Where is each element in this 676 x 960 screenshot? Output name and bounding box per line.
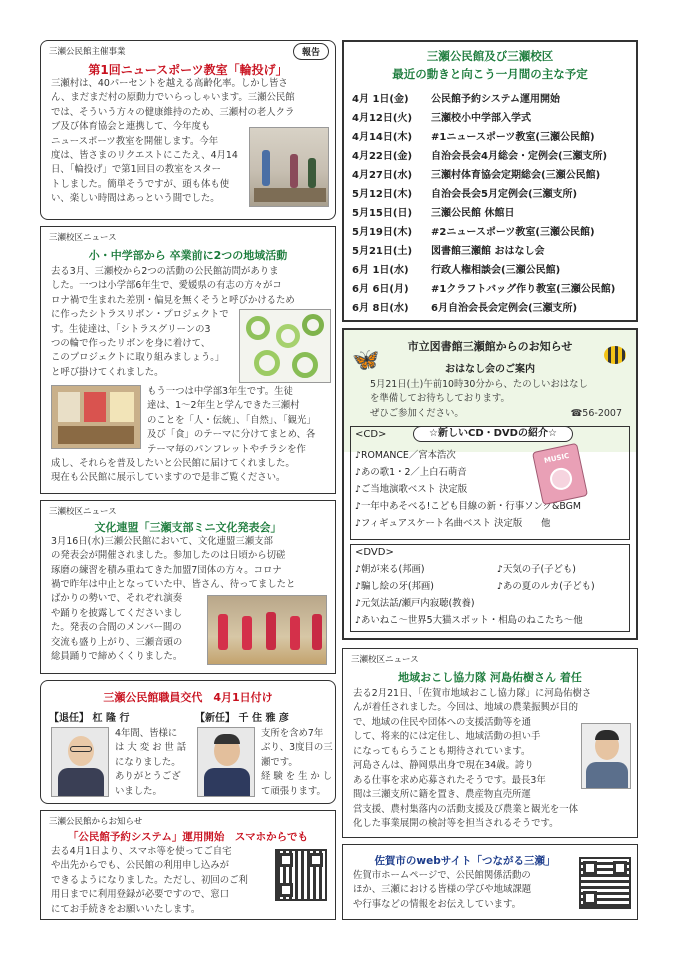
cd-dvd-banner: ☆新しいCD・DVDの紹介☆ <box>413 426 573 442</box>
schedule-date: 4月12日(火) <box>352 113 413 124</box>
library-body: 5月21日(土)午前10時30分から、たのしいおはなし を準備してお待ちしております。 ぜひご参加ください。 <box>370 379 588 419</box>
cd-label: <CD> <box>355 429 387 440</box>
reserve-body: 去る4月1日より、スマホ等を使ってご自宅 や出先からでも、公民館の利用申し込みが できるようになりました。ただし、初回のご利 用日までに利用登録が必要ですので、窓口 にてお手続きをお願いいたします。 <box>51 846 248 915</box>
schedule-event: 自治会長会4月総会・定例会(三瀬支所) <box>431 151 608 162</box>
library-subtitle: おはなし会のご案内 <box>445 364 535 375</box>
web-title: 佐賀市のwebサイト「つながる三瀬」 <box>374 855 556 867</box>
schedule-item <box>352 204 514 219</box>
schedule-event: #1クラフトバッグ作り教室(三瀬公民館) <box>431 284 616 295</box>
cd-item: ♪ご当地演歌ベスト 決定版 <box>355 484 468 495</box>
schedule-title-1: 三瀬公民館及び三瀬校区 <box>426 49 554 63</box>
reserve-title: 「公民館予約システム」運用開始 スマホからでも <box>67 831 309 843</box>
kawashima-portrait <box>581 723 631 789</box>
retire-portrait <box>51 727 109 797</box>
cd-item: ♪フィギュアスケート名曲ベスト 決定版 他 <box>355 518 551 529</box>
school-body-top: 去る3月、三瀬校から2つの活動の公民館訪問がありま した。一つは小学部6年生で、愛媛県の有志の方々がコ ロナ禍で生まれた差別・偏見を無くそうと呼びかけるため に作ったシトラスリボン・プロジェクトで す。生徒達は、「シトラスグリーンの3 つの輪で作ったリボンを身に着けて、 このプロジェクトに取り組みましょう。」 と呼び掛けてくれました。 <box>51 266 295 378</box>
dvd-label: <DVD> <box>355 547 394 558</box>
culture-body-top: 3月16日(水)三瀬公民館において、文化連盟三瀬支部 の発表会が開催されました。参加したのは日頃から切磋 琢磨の練習を積み重ねてきた加盟7団体の方々。コロナ <box>51 536 286 576</box>
schedule-date: 6月 1日(水) <box>352 265 409 276</box>
dance-photo <box>207 595 327 665</box>
sports-title: 第1回ニュースポーツ教室「輪投げ」 <box>88 63 288 77</box>
schedule-event: 三瀬村体育協会定期総会(三瀬公民館) <box>431 170 601 181</box>
schedule-event: 行政人権相談会(三瀬公民館) <box>431 265 561 276</box>
web-body: 佐賀市ホームページで、公民館関係活動の ほか、三瀬における皆様の学びや地域課題 や行事などの情報をお伝えしています。 <box>353 870 532 910</box>
new-message: 支所を含め7年 ぶり、3度目の三 瀬です。 経 験 を 生 か し て頑張ります。 <box>261 728 333 797</box>
web-site-notice <box>342 844 638 920</box>
culture-body-wrap: 禍で昨年は中止となっていた中、皆さん、待ってましたと ばかりの勢いで、それぞれ演奏 や踊りを披露してくださいまし た。発表の合間のメンバー間の 交流も盛り上がり、三瀬音頭の 総員踊りで締めくくりました。 <box>51 579 296 663</box>
schedule-item <box>352 185 577 200</box>
dvd-item: ♪元気法話/瀬戸内寂聴(教養) <box>355 598 475 609</box>
kawashima-title: 地域おこし協力隊 河島佑樹さん 着任 <box>398 671 582 684</box>
schedule-date: 6月 8日(水) <box>352 303 409 314</box>
staff-change <box>40 680 336 804</box>
culture-title: 文化連盟「三瀬支部ミニ文化発表会」 <box>94 521 282 534</box>
butterfly-icon: 🦋 <box>352 348 380 373</box>
dvd-item: ♪天気の子(子ども) <box>497 564 576 575</box>
reserve-tag: 三瀬公民館からお知らせ <box>49 817 143 827</box>
schedule-event: 図書館三瀬館 おはなし会 <box>431 246 545 257</box>
new-label: 【新任】 千 住 雅 彦 <box>195 713 289 724</box>
music-cd-icon: MUSIC <box>532 443 588 505</box>
schedule-title-2: 最近の動きと向こう一月間の主な予定 <box>392 67 588 81</box>
schedule-event: 6月自治会長会定例会(三瀬支所) <box>431 303 578 314</box>
retire-message: 4年間、皆様に は 大 変 お 世 話 になりました。 ありがとうござ いました。 <box>115 728 187 797</box>
schedule-date: 4月27日(水) <box>352 170 413 181</box>
dvd-list-right <box>497 561 595 595</box>
kawashima-body-top: 去る2月21日、「佐賀市地域おこし協力隊」に河島佑樹さ んが着任されました。今回は、地域の農業振興が目的 <box>353 688 592 714</box>
reserve-notice <box>40 810 336 920</box>
culture-article <box>40 500 336 674</box>
schedule-event: 自治会長会5月定例会(三瀬支所) <box>431 189 578 200</box>
schedule-item <box>352 109 531 124</box>
library-tel: ☎56-2007 <box>570 408 622 419</box>
schedule-event: 三瀬校小中学部入学式 <box>431 113 531 124</box>
schedule-item <box>352 223 595 238</box>
new-name: 千 住 雅 彦 <box>238 713 289 724</box>
schedule-date: 4月22日(金) <box>352 151 413 162</box>
dvd-section <box>350 544 630 632</box>
school-body-bottom: 成し、それらを普及したいと公民館に届けてくれました。 現在も公民館に展示していますので是非ご覧ください。 <box>51 458 295 484</box>
cd-item: ♪ROMANCE／宮本浩次 <box>355 450 456 461</box>
schedule-date: 5月15日(日) <box>352 208 413 219</box>
dvd-item: ♪騙し絵の牙(邦画) <box>355 581 434 592</box>
schedule-event: #2ニュースポーツ教室(三瀬公民館) <box>431 227 595 238</box>
schedule-event: 公民館予約システム運用開始 <box>431 94 560 105</box>
schedule-event: #1ニュースポーツ教室(三瀬公民館) <box>431 132 595 143</box>
schedule-item <box>352 90 560 105</box>
schedule-event: 三瀬公民館 休館日 <box>431 208 515 219</box>
schedule-date: 5月21日(土) <box>352 246 413 257</box>
schedule-date: 5月12日(木) <box>352 189 413 200</box>
web-qr-code[interactable] <box>579 857 631 909</box>
kawashima-article <box>342 648 638 838</box>
schedule-item <box>352 147 607 162</box>
pamphlet-photo <box>51 385 141 449</box>
schedule-date: 6月 6日(月) <box>352 284 409 295</box>
culture-tag: 三瀬校区ニュース <box>49 507 117 517</box>
school-article <box>40 226 336 494</box>
sports-body: 三瀬村は、40パーセントを越える高齢化率。しかし皆さ ん、まだまだ村の原動力でいらっしゃいます。三瀬公民館 では、そういう方々の健康維持のため、三瀬村の老人クラ ブ及び体育協会と連携して、今年度も ニュースポーツ教室を開催します。今年 度は、皆さまのリクエストにこたえ、4月14 日、「輪投げ」で第1回目の教室をスター トしました。簡単そうですが、頭も体も使 い、楽しい時間はあっという間でした。 <box>51 78 295 205</box>
schedule-panel <box>342 40 638 322</box>
cd-item: ♪一年中あそべる!こども目線の新・行事ソング&BGM <box>355 501 581 512</box>
new-portrait <box>197 727 255 797</box>
staff-title: 三瀬公民館職員交代 4月1日付け <box>103 691 273 704</box>
schedule-item <box>352 128 595 143</box>
schedule-item <box>352 242 544 257</box>
dvd-item: ♪朝が来る(邦画) <box>355 564 425 575</box>
schedule-item <box>352 261 560 276</box>
cd-item: ♪あの歌1・2／上白石萌音 <box>355 467 467 478</box>
cd-section <box>350 426 630 540</box>
kawashima-body-wrap: で、地域の住民や団体への支援活動等を通 して、将来的には定住し、地域活動の担い手 になってもらうことも期待されています。 河島さんは、静岡県出身で現在34歳。誇り ある仕事を求め応募されたそうです。最長3年 間は三瀬支所に籍を置き、農産物直売所運 <box>353 717 546 801</box>
retire-name: 杠 隆 行 <box>92 713 130 724</box>
school-body-mid: もう一つは中学部3年生です。生徒 達は、1～2年生と学んできた三瀬村 のことを「人・伝統」、「自然」、「観光」 及び「食」のテーマに分けてまとめ、各 テーマ毎のパンフレットやチラシを作 <box>147 386 316 455</box>
library-title: 市立図書館三瀬館からのお知らせ <box>407 340 573 353</box>
dvd-item: ♪あいねこ～世界5大猫スポット・相島のねこたち～他 <box>355 615 583 626</box>
schedule-item <box>352 299 577 314</box>
dvd-list-full <box>355 595 583 629</box>
dvd-item: ♪あの夏のルカ(子ども) <box>497 581 595 592</box>
reserve-qr-code[interactable] <box>275 849 327 901</box>
kawashima-tag: 三瀬校区ニュース <box>351 655 419 665</box>
report-badge: 報告 <box>293 43 329 60</box>
sports-article <box>40 40 336 220</box>
schedule-item <box>352 280 615 295</box>
school-tag: 三瀬校区ニュース <box>49 233 117 243</box>
citrus-ribbon-photo <box>239 309 331 383</box>
schedule-date: 5月19日(木) <box>352 227 413 238</box>
dvd-list-left <box>355 561 434 595</box>
sports-tag: 三瀬公民館主催事業 <box>49 47 126 57</box>
kawashima-body-bottom: 営支援、農村集落内の活動支援及び農業と観光を一体 化した事業展開の検討等を担当されるそうです。 <box>353 804 579 830</box>
retire-label: 【退任】 杠 隆 行 <box>49 713 130 724</box>
ring-toss-photo <box>249 127 329 207</box>
library-panel <box>342 328 638 640</box>
schedule-date: 4月14日(木) <box>352 132 413 143</box>
schedule-date: 4月 1日(金) <box>352 94 409 105</box>
schedule-item <box>352 166 600 181</box>
school-title: 小・中学部から 卒業前に2つの地域活動 <box>88 249 288 262</box>
